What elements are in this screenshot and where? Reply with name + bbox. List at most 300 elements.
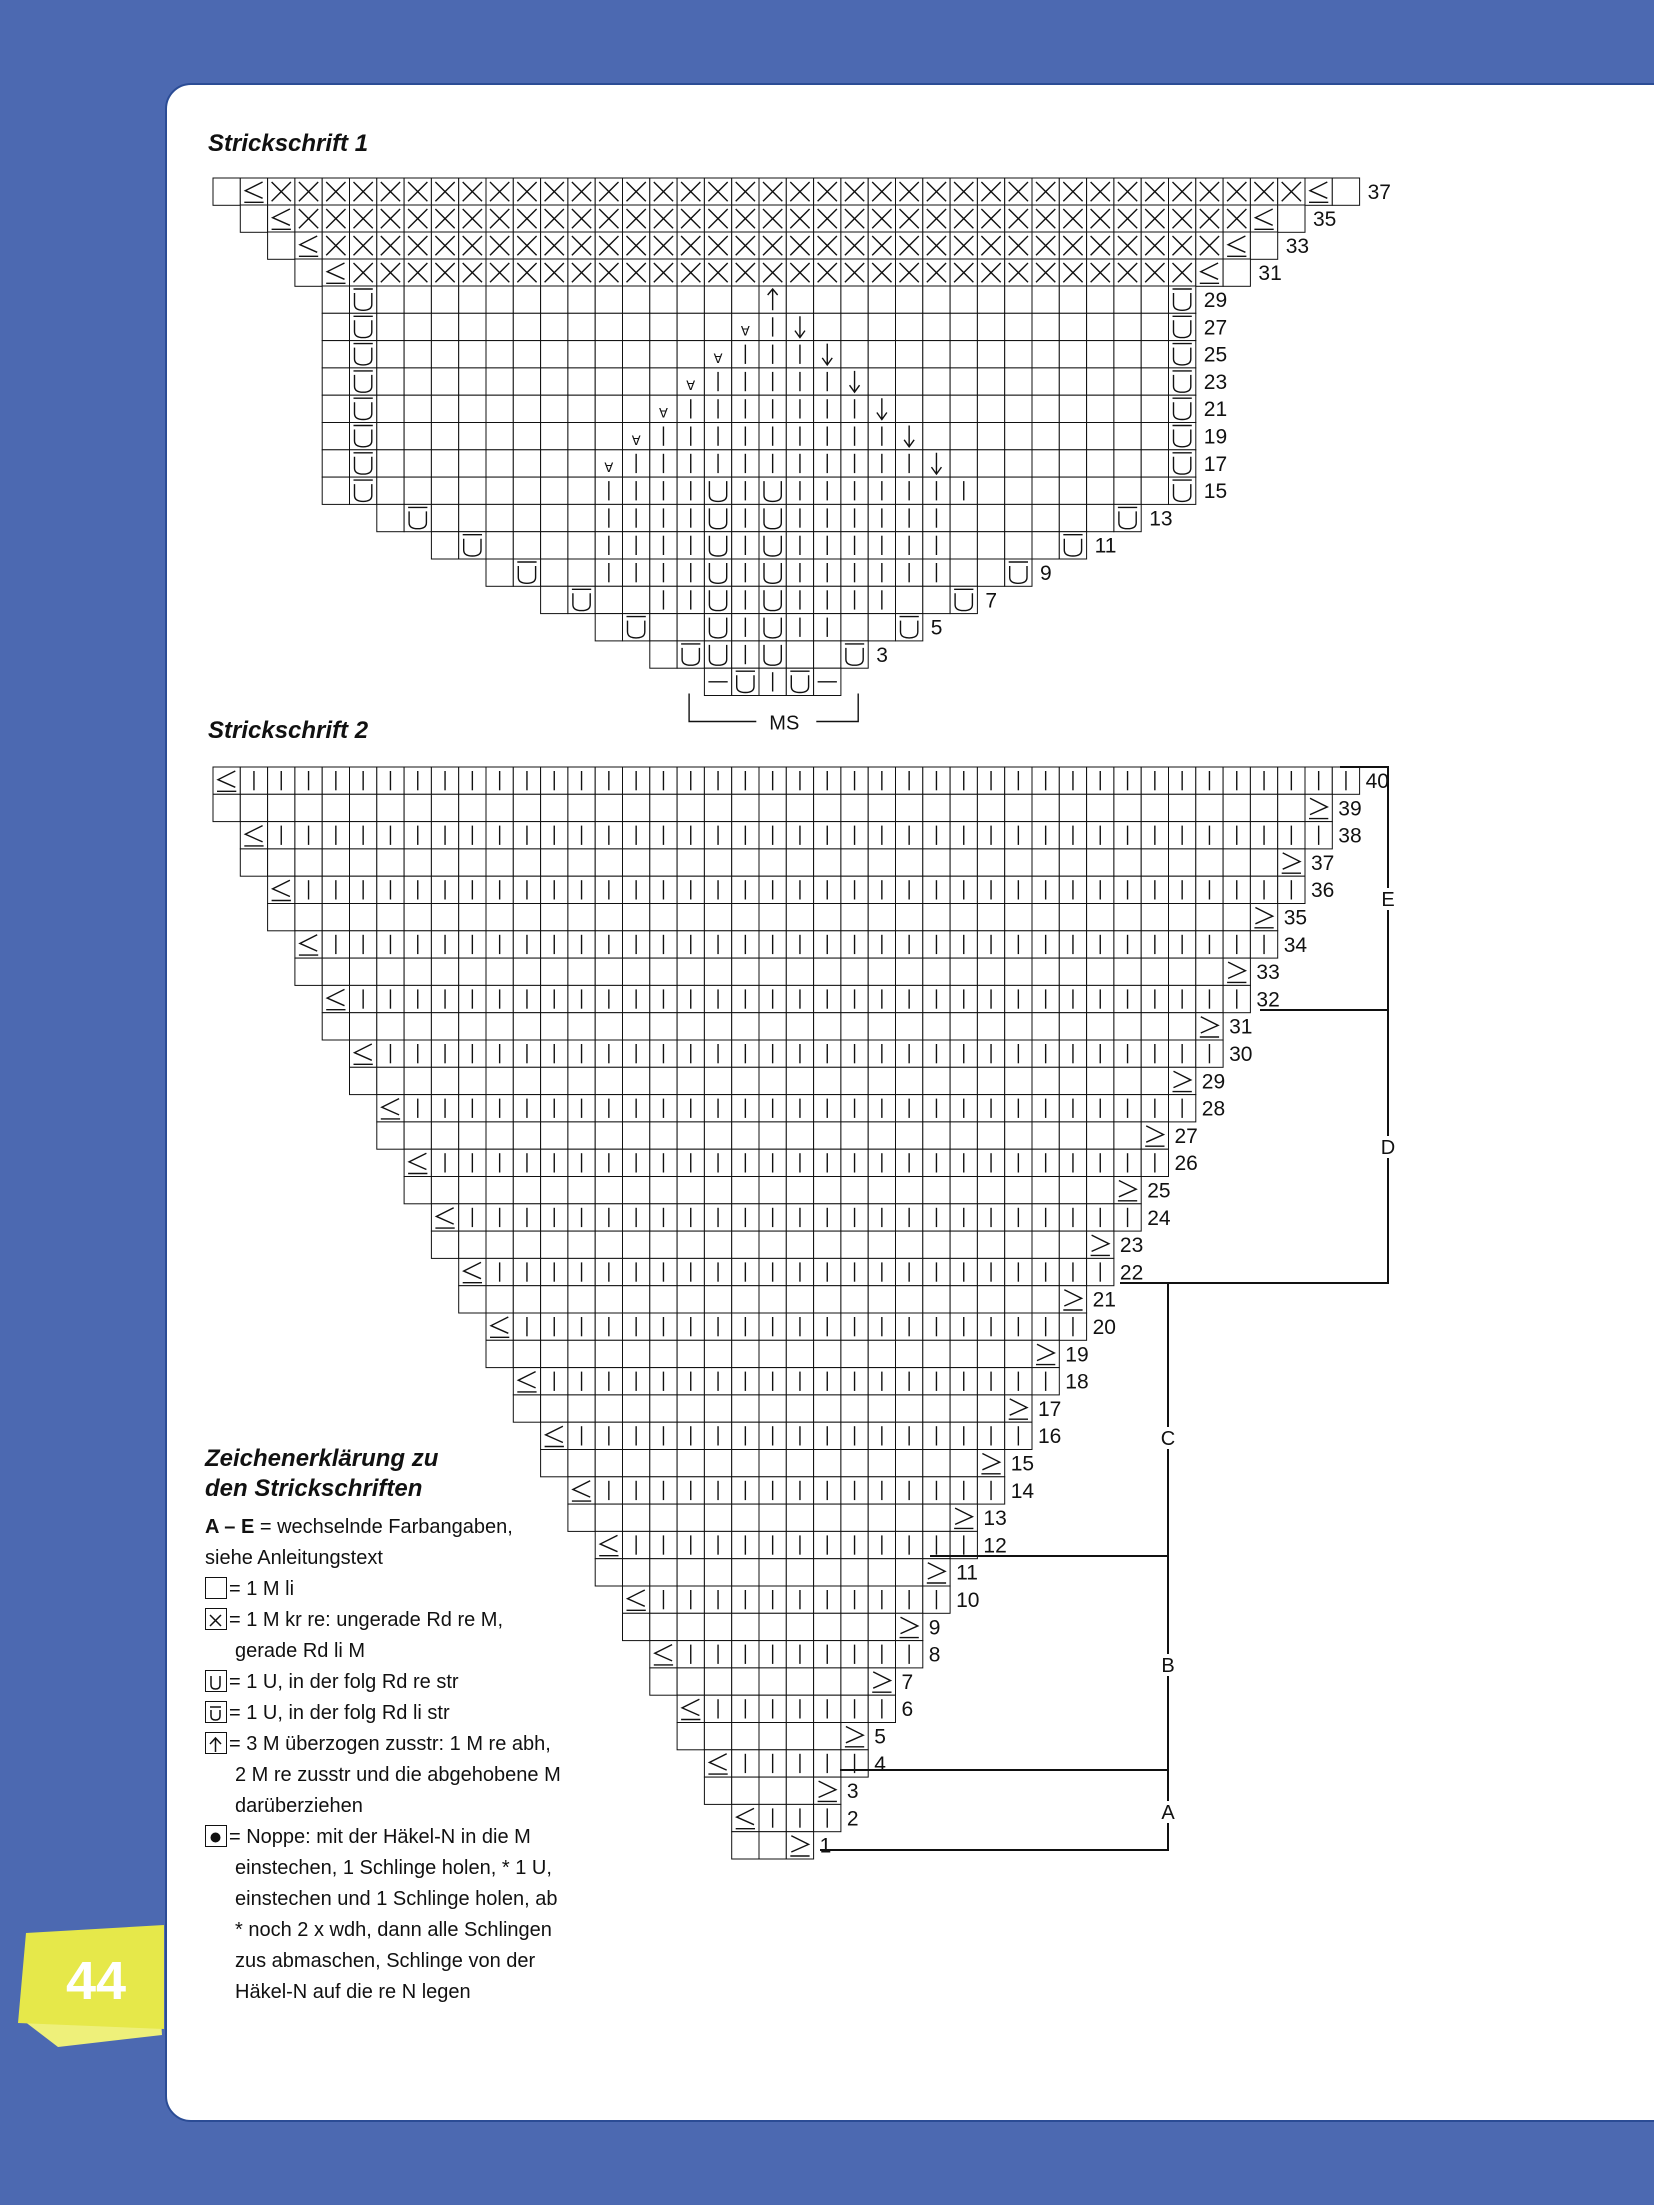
chart-cell bbox=[814, 1340, 841, 1367]
row-label: 15 bbox=[1203, 480, 1228, 504]
chart-cell bbox=[868, 1013, 895, 1040]
chart-cell bbox=[595, 1122, 622, 1149]
chart-cell bbox=[950, 849, 977, 876]
chart-cell bbox=[486, 1067, 513, 1094]
row-label: 5 bbox=[930, 616, 943, 640]
chart-cell bbox=[786, 1013, 813, 1040]
chart-cell bbox=[732, 794, 759, 821]
chart-cell bbox=[814, 1668, 841, 1695]
chart-cell bbox=[404, 849, 431, 876]
chart-cell bbox=[1059, 1013, 1086, 1040]
chart-cell bbox=[977, 1450, 1004, 1477]
chart-cell bbox=[814, 849, 841, 876]
chart-cell bbox=[923, 1067, 950, 1094]
chart-cell bbox=[841, 1067, 868, 1094]
chart-cell bbox=[704, 1122, 731, 1149]
chart-cell bbox=[1032, 1067, 1059, 1094]
chart-cell bbox=[1169, 1067, 1196, 1094]
chart-cell bbox=[486, 1286, 513, 1313]
chart-cell bbox=[650, 849, 677, 876]
chart-cell bbox=[240, 849, 267, 876]
chart-cell bbox=[623, 1395, 650, 1422]
legend-item-text4: * noch 2 x wdh, dann alle Schlingen bbox=[235, 1919, 552, 1941]
chart-cell bbox=[732, 1613, 759, 1640]
chart-cell bbox=[841, 1613, 868, 1640]
chart-cell bbox=[568, 1013, 595, 1040]
chart-cell bbox=[322, 904, 349, 931]
chart-cell bbox=[759, 1777, 786, 1804]
chart-cell bbox=[350, 958, 377, 985]
chart-cell bbox=[623, 1586, 650, 1613]
chart-cell bbox=[704, 1613, 731, 1640]
chart-cell bbox=[404, 1122, 431, 1149]
row-label: 11 bbox=[956, 1561, 978, 1585]
chart-cell bbox=[841, 1340, 868, 1367]
chart-cell bbox=[568, 1122, 595, 1149]
chart-cell bbox=[404, 1013, 431, 1040]
chart-cell bbox=[295, 958, 322, 985]
chart-cell bbox=[377, 794, 404, 821]
chart-cell bbox=[923, 849, 950, 876]
chart-cell bbox=[213, 794, 240, 821]
chart-cell bbox=[486, 794, 513, 821]
chart-cell bbox=[677, 1395, 704, 1422]
chart-cell bbox=[623, 1286, 650, 1313]
chart-cell bbox=[759, 1832, 786, 1859]
chart-cell bbox=[732, 849, 759, 876]
legend-item-text2: 2 M re zusstr und die abgehobene M bbox=[235, 1764, 561, 1786]
chart-cell bbox=[404, 1149, 431, 1176]
chart-cell bbox=[841, 1395, 868, 1422]
row-label: 15 bbox=[1010, 1452, 1035, 1476]
chart-cell bbox=[1059, 849, 1086, 876]
chart-cell bbox=[240, 822, 267, 849]
row-label: 24 bbox=[1147, 1206, 1171, 1230]
chart-cell bbox=[377, 1122, 404, 1149]
chart-cell bbox=[814, 1504, 841, 1531]
row-label: 23 bbox=[1203, 370, 1228, 394]
chart-cell bbox=[1169, 904, 1196, 931]
chart-cell bbox=[268, 794, 295, 821]
chart-cell bbox=[1032, 1122, 1059, 1149]
row-label: 13 bbox=[983, 1507, 1007, 1531]
chart-cell bbox=[350, 904, 377, 931]
row-label: 19 bbox=[1203, 425, 1228, 449]
chart-cell bbox=[704, 1723, 731, 1750]
chart-cell bbox=[732, 1668, 759, 1695]
chart-cell bbox=[1005, 1231, 1032, 1258]
chart-cell bbox=[786, 958, 813, 985]
chart-cell bbox=[568, 1340, 595, 1367]
chart-cell bbox=[841, 1013, 868, 1040]
chart-cell bbox=[786, 1832, 813, 1859]
chart-cell bbox=[759, 1067, 786, 1094]
chart-cell bbox=[704, 1231, 731, 1258]
legend-item-text2: einstechen, 1 Schlinge holen, * 1 U, bbox=[235, 1857, 552, 1879]
chart-cell bbox=[568, 958, 595, 985]
chart-cell bbox=[677, 794, 704, 821]
chart-cell bbox=[759, 1504, 786, 1531]
chart-cell bbox=[1141, 794, 1168, 821]
chart-cell bbox=[295, 849, 322, 876]
chart-cell bbox=[623, 958, 650, 985]
chart-cell bbox=[1059, 904, 1086, 931]
chart-cell bbox=[623, 1122, 650, 1149]
chart-cell bbox=[541, 794, 568, 821]
chart-cell bbox=[1114, 849, 1141, 876]
chart-cell bbox=[1114, 1067, 1141, 1094]
row-label: 3 bbox=[846, 1780, 859, 1804]
chart-cell bbox=[841, 1177, 868, 1204]
chart-cell bbox=[240, 794, 267, 821]
row-label: 27 bbox=[1174, 1124, 1198, 1148]
chart-cell bbox=[923, 1559, 950, 1586]
chart-cell bbox=[732, 904, 759, 931]
chart-cell bbox=[732, 1013, 759, 1040]
row-label: 17 bbox=[1038, 1397, 1062, 1421]
chart-cell bbox=[732, 1286, 759, 1313]
chart-cell bbox=[786, 1231, 813, 1258]
chart-cell bbox=[704, 1450, 731, 1477]
chart-cell bbox=[1032, 1231, 1059, 1258]
chart-cell bbox=[950, 958, 977, 985]
chart-cell bbox=[541, 904, 568, 931]
chart-cell bbox=[1196, 794, 1223, 821]
chart-cell bbox=[759, 1450, 786, 1477]
legend-heading-line2: den Strickschriften bbox=[205, 1475, 423, 1502]
chart-cell bbox=[677, 1723, 704, 1750]
chart-cell bbox=[868, 1286, 895, 1313]
legend-heading-line1: Zeichenerklärung zu bbox=[205, 1445, 439, 1472]
chart-cell bbox=[759, 849, 786, 876]
row-label: 10 bbox=[956, 1589, 980, 1612]
chart-cell bbox=[950, 1067, 977, 1094]
chart-cell bbox=[404, 1177, 431, 1204]
section-label: E bbox=[1381, 889, 1395, 911]
chart-cell bbox=[1059, 958, 1086, 985]
chart-cell bbox=[513, 1013, 540, 1040]
chart-cell bbox=[568, 1395, 595, 1422]
chart-cell bbox=[814, 1777, 841, 1804]
chart-cell bbox=[431, 1231, 458, 1258]
chart-cell bbox=[923, 958, 950, 985]
chart-cell bbox=[732, 1177, 759, 1204]
chart-cell bbox=[814, 1122, 841, 1149]
chart-cell bbox=[1059, 1067, 1086, 1094]
chart-cell bbox=[322, 849, 349, 876]
chart-cell bbox=[786, 1777, 813, 1804]
chart-cell bbox=[377, 1013, 404, 1040]
chart-cell bbox=[541, 1177, 568, 1204]
chart-cell bbox=[650, 1450, 677, 1477]
chart-cell bbox=[732, 1777, 759, 1804]
row-label: 20 bbox=[1092, 1316, 1116, 1339]
chart-cell bbox=[1087, 794, 1114, 821]
chart-cell bbox=[732, 1559, 759, 1586]
chart-cell bbox=[759, 1559, 786, 1586]
chart-cell bbox=[759, 1340, 786, 1367]
chart-cell bbox=[1223, 904, 1250, 931]
row-label: 8 bbox=[928, 1643, 941, 1667]
chart-cell bbox=[841, 958, 868, 985]
chart-cell bbox=[732, 1504, 759, 1531]
chart-cell bbox=[1005, 1395, 1032, 1422]
chart-cell bbox=[1087, 1231, 1114, 1258]
row-label: 7 bbox=[901, 1670, 914, 1694]
chart-cell bbox=[1087, 849, 1114, 876]
chart-cell bbox=[950, 1340, 977, 1367]
chart-cell bbox=[896, 1067, 923, 1094]
chart-cell bbox=[568, 849, 595, 876]
row-label: 5 bbox=[874, 1725, 886, 1749]
chart-cell bbox=[977, 849, 1004, 876]
chart-cell bbox=[786, 1395, 813, 1422]
chart-cell bbox=[623, 1559, 650, 1586]
legend-item-text: = 1 U, in der folg Rd re str bbox=[229, 1671, 459, 1693]
chart-cell bbox=[650, 1013, 677, 1040]
chart-cell bbox=[513, 849, 540, 876]
chart-cell bbox=[1278, 849, 1305, 876]
chart-cell bbox=[704, 1177, 731, 1204]
row-label: 31 bbox=[1229, 1015, 1253, 1039]
chart-cell bbox=[568, 1067, 595, 1094]
chart-cell bbox=[677, 958, 704, 985]
row-label: 33 bbox=[1256, 961, 1280, 985]
chart-cell bbox=[650, 1668, 677, 1695]
chart-cell bbox=[1223, 849, 1250, 876]
row-label: 35 bbox=[1313, 208, 1337, 231]
chart-cell bbox=[1114, 794, 1141, 821]
chart-cell bbox=[1114, 904, 1141, 931]
chart-cell bbox=[650, 904, 677, 931]
chart-cell bbox=[677, 1286, 704, 1313]
twist-mark: ∀ bbox=[658, 405, 668, 421]
chart-cell bbox=[814, 794, 841, 821]
chart-cell bbox=[732, 1067, 759, 1094]
arrow-up-icon bbox=[205, 1732, 227, 1754]
chart-cell bbox=[595, 794, 622, 821]
chart-cell bbox=[377, 1067, 404, 1094]
chart-cell bbox=[950, 794, 977, 821]
chart-cell bbox=[977, 1067, 1004, 1094]
chart-cell bbox=[814, 904, 841, 931]
row-label: 39 bbox=[1338, 797, 1362, 821]
chart-cell bbox=[704, 1777, 731, 1804]
chart-cell bbox=[1114, 1177, 1141, 1204]
chart-cell bbox=[650, 1177, 677, 1204]
chart-cell bbox=[977, 1231, 1004, 1258]
row-label: 21 bbox=[1203, 398, 1228, 422]
chart-cell bbox=[486, 1340, 513, 1367]
chart-cell bbox=[841, 1450, 868, 1477]
chart-cell bbox=[513, 1395, 540, 1422]
legend-item-text6: Häkel-N auf die re N legen bbox=[235, 1981, 471, 2003]
chart-cell bbox=[786, 849, 813, 876]
chart-cell bbox=[732, 1340, 759, 1367]
chart-cell bbox=[759, 1613, 786, 1640]
legend-item-yo-purl bbox=[205, 1698, 625, 1729]
chart-cell bbox=[623, 1340, 650, 1367]
row-label: 17 bbox=[1203, 452, 1228, 476]
page-number-tab bbox=[18, 1925, 166, 2051]
chart-cell bbox=[759, 1122, 786, 1149]
chart-cell bbox=[213, 767, 240, 794]
chart-cell bbox=[759, 1177, 786, 1204]
chart-cell bbox=[1005, 1177, 1032, 1204]
chart-cell bbox=[1141, 849, 1168, 876]
chart-cell bbox=[814, 1231, 841, 1258]
chart-cell bbox=[868, 958, 895, 985]
row-label: 22 bbox=[1119, 1261, 1144, 1285]
chart-cell bbox=[1059, 1177, 1086, 1204]
chart-cell bbox=[650, 1340, 677, 1367]
ms-label: MS bbox=[769, 712, 800, 735]
chart-cell bbox=[322, 1013, 349, 1040]
chart-cell bbox=[404, 904, 431, 931]
chart-cell bbox=[896, 1013, 923, 1040]
twist-mark: ∀ bbox=[631, 432, 641, 448]
row-label: 1 bbox=[819, 1834, 832, 1858]
chart-cell bbox=[1169, 794, 1196, 821]
chart-cell bbox=[431, 1204, 458, 1231]
chart-cell bbox=[350, 1040, 377, 1067]
twist-mark: ∀ bbox=[604, 460, 614, 476]
chart-cell bbox=[595, 1395, 622, 1422]
chart-cell bbox=[623, 1177, 650, 1204]
chart-cell bbox=[977, 1013, 1004, 1040]
chart-cell bbox=[568, 1286, 595, 1313]
chart-cell bbox=[814, 1559, 841, 1586]
legend-item-text3: darüberziehen bbox=[235, 1795, 363, 1817]
chart-cell bbox=[513, 1340, 540, 1367]
chart-cell bbox=[1114, 1013, 1141, 1040]
chart-cell bbox=[595, 1286, 622, 1313]
row-label: 30 bbox=[1229, 1043, 1253, 1066]
legend-item-text: = 1 M kr re: ungerade Rd re M, bbox=[229, 1609, 504, 1631]
chart-cell bbox=[759, 958, 786, 985]
legend-heading bbox=[205, 1444, 625, 1504]
chart-cell bbox=[950, 1504, 977, 1531]
chart-cell bbox=[677, 1613, 704, 1640]
chart-cell bbox=[868, 1122, 895, 1149]
chart-cell bbox=[896, 794, 923, 821]
chart-cell bbox=[759, 1286, 786, 1313]
x-stitch-icon bbox=[205, 1608, 227, 1630]
chart-cell bbox=[786, 1559, 813, 1586]
row-label: 27 bbox=[1203, 316, 1228, 340]
row-label: 25 bbox=[1147, 1179, 1171, 1203]
row-label: 40 bbox=[1365, 770, 1389, 793]
chart-cell bbox=[868, 849, 895, 876]
page-number: 44 bbox=[65, 1951, 127, 2011]
legend-item-yo-knit bbox=[205, 1667, 625, 1698]
chart-cell bbox=[1196, 958, 1223, 985]
chart-cell bbox=[1059, 794, 1086, 821]
chart-cell bbox=[1169, 958, 1196, 985]
chart-cell bbox=[459, 1013, 486, 1040]
row-label: 9 bbox=[928, 1616, 941, 1640]
chart-cell bbox=[786, 1450, 813, 1477]
chart-cell bbox=[1032, 1286, 1059, 1313]
chart-cell bbox=[486, 904, 513, 931]
chart-cell bbox=[486, 1177, 513, 1204]
chart-cell bbox=[1114, 958, 1141, 985]
chart-cell bbox=[623, 1231, 650, 1258]
chart-cell bbox=[841, 1231, 868, 1258]
chart-cell bbox=[732, 1804, 759, 1831]
chart-cell bbox=[896, 1231, 923, 1258]
chart-cell bbox=[295, 904, 322, 931]
chart-cell bbox=[677, 1668, 704, 1695]
chart-cell bbox=[541, 1231, 568, 1258]
chart-cell bbox=[404, 958, 431, 985]
chart-cell bbox=[1059, 1122, 1086, 1149]
chart-cell bbox=[459, 1067, 486, 1094]
chart-cell bbox=[704, 849, 731, 876]
chart-cell bbox=[977, 1340, 1004, 1367]
chart-cell bbox=[814, 1613, 841, 1640]
chart-cell bbox=[704, 958, 731, 985]
chart-cell bbox=[786, 1668, 813, 1695]
chart-cell bbox=[377, 1095, 404, 1122]
empty-square-icon bbox=[205, 1577, 227, 1599]
chart-cell bbox=[704, 1067, 731, 1094]
row-label: 21 bbox=[1092, 1288, 1116, 1312]
chart-cell bbox=[759, 794, 786, 821]
chart-cell bbox=[431, 904, 458, 931]
chart-cell bbox=[541, 1013, 568, 1040]
chart-cell bbox=[950, 1286, 977, 1313]
chart-cell bbox=[513, 1067, 540, 1094]
chart1-heading: Strickschrift 1 bbox=[208, 130, 369, 157]
row-label: 9 bbox=[1040, 562, 1052, 585]
chart-cell bbox=[268, 904, 295, 931]
section-a-line bbox=[820, 1770, 1168, 1850]
chart-cell bbox=[431, 1067, 458, 1094]
chart-cell bbox=[431, 1177, 458, 1204]
chart-cell bbox=[732, 1231, 759, 1258]
chart-cell bbox=[786, 904, 813, 931]
chart-cell bbox=[459, 1286, 486, 1313]
chart-cell bbox=[677, 1340, 704, 1367]
chart-cell bbox=[732, 1395, 759, 1422]
chart-cell bbox=[677, 849, 704, 876]
chart-cell bbox=[1278, 794, 1305, 821]
chart-cell bbox=[786, 1723, 813, 1750]
chart-cell bbox=[513, 904, 540, 931]
chart-cell bbox=[1087, 1122, 1114, 1149]
chart-cell bbox=[459, 904, 486, 931]
legend-item-purl bbox=[205, 1574, 625, 1605]
chart-cell bbox=[950, 904, 977, 931]
chart-cell bbox=[650, 1613, 677, 1640]
chart-cell bbox=[896, 849, 923, 876]
chart-cell bbox=[623, 1504, 650, 1531]
chart-cell bbox=[923, 794, 950, 821]
chart-cell bbox=[595, 1013, 622, 1040]
chart-cell bbox=[595, 1340, 622, 1367]
chart-cell bbox=[841, 1723, 868, 1750]
chart-cell bbox=[595, 1231, 622, 1258]
chart-cell bbox=[650, 794, 677, 821]
chart-cell bbox=[841, 1559, 868, 1586]
chart-cell bbox=[1005, 1013, 1032, 1040]
chart-cell bbox=[704, 1668, 731, 1695]
row-label: 25 bbox=[1203, 343, 1228, 367]
chart-cell bbox=[896, 1450, 923, 1477]
chart-cell bbox=[1087, 1067, 1114, 1094]
row-label: 7 bbox=[985, 589, 998, 613]
